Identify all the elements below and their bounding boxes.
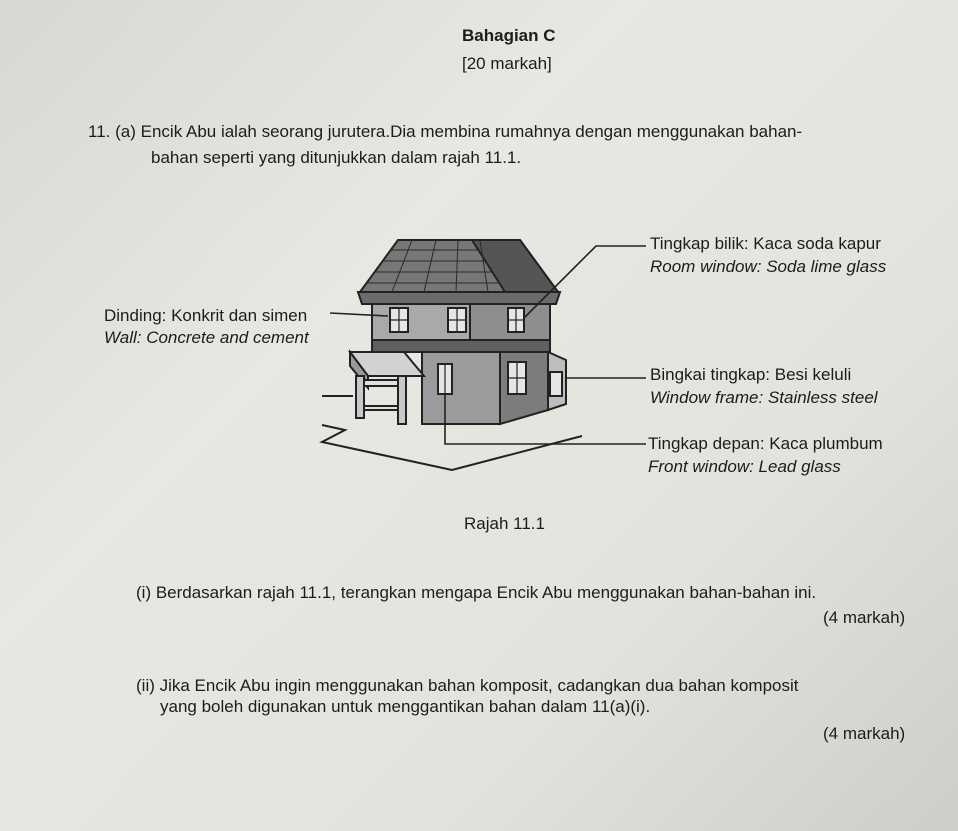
room-window-label-en: Room window: Soda lime glass	[650, 257, 887, 276]
question-text-1: Encik Abu ialah seorang jurutera.Dia membina rumahnya dengan menggunakan bahan-	[140, 122, 803, 141]
wall-label-en: Wall: Concrete and cement	[104, 328, 309, 347]
sub-question-ii-marks: (4 markah)	[823, 724, 906, 743]
front-window-label-en: Front window: Lead glass	[648, 457, 841, 476]
sub-question-ii-line-1: (ii) Jika Encik Abu ingin menggunakan bahan komposit, cadangkan dua bahan komposit	[136, 676, 799, 695]
question-part: (a)	[115, 122, 136, 141]
sub-question-ii-line-2: yang boleh digunakan untuk menggantikan bahan dalam 11(a)(i).	[160, 697, 651, 716]
section-title: Bahagian C	[462, 26, 556, 45]
window-frame-label: Bingkai tingkap: Besi keluli	[650, 365, 852, 384]
total-marks: [20 markah]	[462, 54, 552, 73]
sub-question-i-marks: (4 markah)	[823, 608, 906, 627]
window-frame-label-en: Window frame: Stainless steel	[650, 388, 878, 407]
front-window-label: Tingkap depan: Kaca plumbum	[648, 434, 883, 453]
question-number: 11.	[88, 122, 111, 141]
question-line-2: bahan seperti yang ditunjukkan dalam rajah 11.1.	[151, 148, 522, 167]
diagram-caption: Rajah 11.1	[464, 514, 545, 533]
wall-label: Dinding: Konkrit dan simen	[104, 306, 308, 325]
sub-question-i: (i) Berdasarkan rajah 11.1, terangkan mengapa Encik Abu menggunakan bahan-bahan ini.	[136, 583, 817, 602]
room-window-label: Tingkap bilik: Kaca soda kapur	[650, 234, 881, 253]
